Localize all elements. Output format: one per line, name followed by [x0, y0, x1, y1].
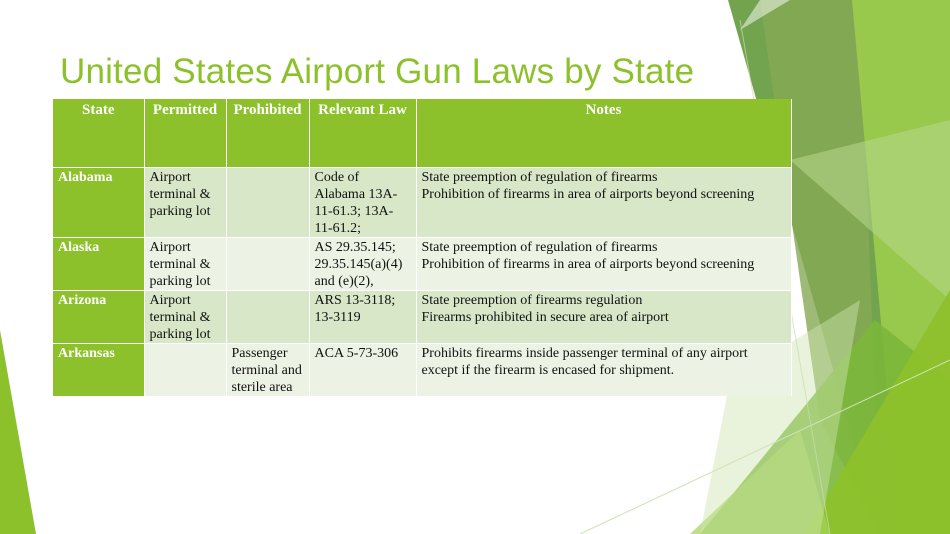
notes-cell [416, 168, 791, 238]
law-cell: Code of Alabama 13A-11-61.3; 13A-11-61.2; [309, 168, 416, 238]
law-cell: ARS 13-3118; 13-3119 [309, 291, 416, 344]
notes-cell [416, 291, 791, 344]
state-cell: Alabama [53, 168, 144, 238]
page-title: United States Airport Gun Laws by State [60, 52, 695, 91]
table-row [53, 344, 791, 397]
prohibited-cell [226, 291, 309, 344]
law-cell: ACA 5-73-306 [309, 344, 416, 397]
header-prohibited: Prohibited [226, 99, 309, 168]
header-notes: Notes [416, 99, 791, 168]
table-row [53, 168, 791, 238]
permitted-cell: Airport terminal & parking lot [144, 168, 226, 238]
law-cell: AS 29.35.145; 29.35.145(a)(4) and (e)(2), [309, 238, 416, 291]
note-line: State preemption of regulation of firearms [421, 170, 658, 185]
note-line: Firearms prohibited in secure area of airport [421, 310, 669, 325]
state-cell: Alaska [53, 238, 144, 291]
state-cell: Arizona [53, 291, 144, 344]
prohibited-cell: Passenger terminal and sterile area [226, 344, 309, 397]
notes-cell [416, 344, 791, 397]
prohibited-cell [226, 238, 309, 291]
note-line: Prohibition of firearms in area of airports beyond screening [421, 257, 755, 272]
prohibited-cell [226, 168, 309, 238]
permitted-cell: Airport terminal & parking lot [144, 291, 226, 344]
table-row [53, 238, 791, 291]
header-state: State [53, 99, 144, 168]
table-row [53, 291, 791, 344]
permitted-cell [144, 344, 226, 397]
note-line: Prohibits firearms inside passenger terminal of any airport except if the firearm is encased for shipment. [421, 346, 748, 378]
header-relevant-law: Relevant Law [309, 99, 416, 168]
state-cell: Arkansas [53, 344, 144, 397]
note-line: Prohibition of firearms in area of airports beyond screening [421, 187, 755, 202]
notes-cell [416, 238, 791, 291]
note-line: State preemption of regulation of firearms [421, 240, 658, 255]
note-line: State preemption of firearms regulation [421, 293, 643, 308]
permitted-cell: Airport terminal & parking lot [144, 238, 226, 291]
header-permitted: Permitted [144, 99, 226, 168]
table-header-row [53, 99, 791, 168]
gun-laws-table [53, 99, 792, 396]
